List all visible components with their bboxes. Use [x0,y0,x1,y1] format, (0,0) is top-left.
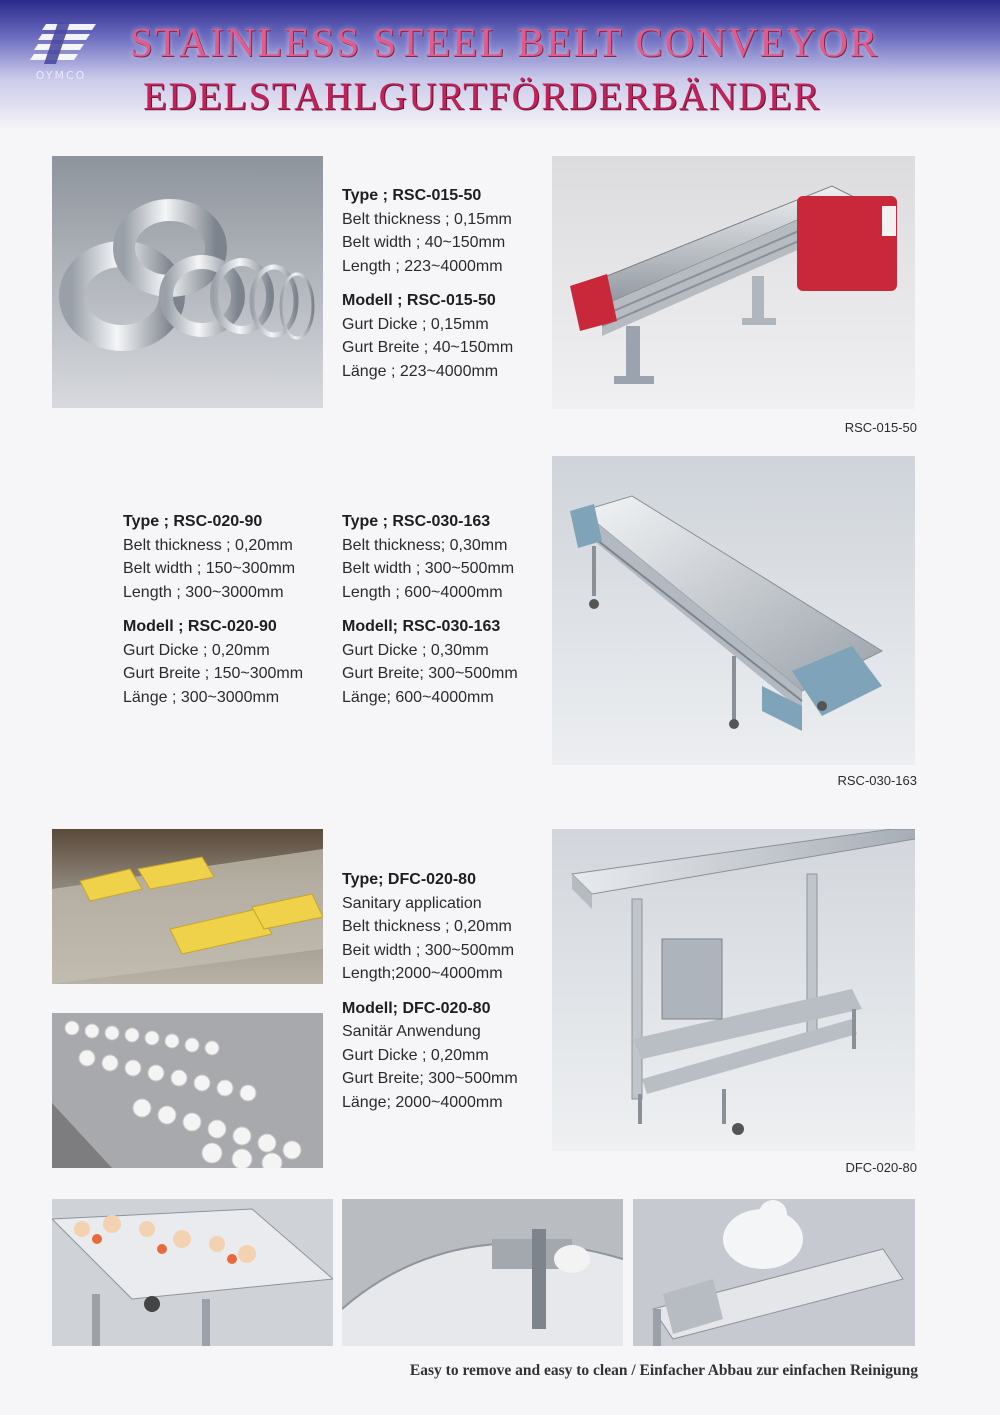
caption-dfc-020-80: DFC-020-80 [845,1160,917,1175]
type-heading: Type; DFC-020-80 [342,871,476,888]
spec-line: Gurt Breite; 300~500mm [342,665,518,682]
logo-text: OYMCO [35,69,87,82]
spec-rsc-020-90 [123,510,333,709]
spec-line: Länge; 600~4000mm [342,688,494,706]
type-heading: Type ; RSC-020-90 [123,513,263,530]
rsc-015-50-photo [552,156,915,409]
spec-line: Belt thickness ; 0,15mm [342,210,512,228]
spec-dfc-020-80 [342,868,547,1114]
cake-conveyor-photo [52,829,323,984]
food-items-conveyor-photo [52,1013,323,1168]
spec-line: Belt thickness ; 0,20mm [123,536,293,554]
spec-line: Length;2000~4000mm [342,965,503,982]
spec-line: Length ; 223~4000mm [342,257,503,275]
spec-line: Belt width ; 40~150mm [342,234,506,251]
spec-line: Länge ; 223~4000mm [342,362,499,380]
spec-line: Belt thickness; 0,30mm [342,536,508,554]
spec-rsc-015-50 [342,184,547,383]
steel-belts-photo [52,156,323,408]
rsc-030-163-photo [552,456,915,765]
spec-line: Länge; 2000~4000mm [342,1093,503,1111]
modell-heading: Modell ; RSC-020-90 [123,618,277,635]
spec-line: Gurt Dicke ; 0,20mm [342,1046,489,1064]
page-title-english: STAINLESS STEEL BELT CONVEYOR [130,19,880,65]
spec-line: Belt thickness ; 0,20mm [342,918,512,935]
spec-line: Belt width ; 150~300mm [123,560,296,577]
spec-line: Gurt Breite ; 40~150mm [342,339,514,356]
footer-caption: Easy to remove and easy to clean / Einfacher Abbau zur einfachen Reinigung [409,1362,918,1379]
spec-line: Gurt Breite ; 150~300mm [123,665,304,682]
spec-line: Gurt Breite; 300~500mm [342,1070,518,1087]
spec-line: Sanitär Anwendung [342,1023,481,1040]
caption-rsc-015-50: RSC-015-50 [844,420,917,435]
cleaning-photo-1 [52,1199,333,1346]
spec-line: Belt width ; 300~500mm [342,560,515,577]
spec-line: Length ; 600~4000mm [342,583,503,601]
type-heading: Type ; RSC-015-50 [342,187,482,204]
spec-line: Length ; 300~3000mm [123,583,284,601]
dfc-020-80-photo [552,829,915,1151]
modell-heading: Modell; RSC-030-163 [342,618,501,635]
cleaning-photo-2 [342,1199,623,1346]
spec-line: Gurt Dicke ; 0,20mm [123,641,270,659]
page-title-german: EDELSTAHLGURTFÖRDERBÄNDER [143,75,821,118]
modell-heading: Modell; DFC-020-80 [342,999,491,1017]
caption-rsc-030-163: RSC-030-163 [837,773,917,788]
spec-rsc-030-163 [342,510,547,709]
spec-line: Beit width ; 300~500mm [342,941,515,959]
modell-heading: Modell ; RSC-015-50 [342,292,496,309]
type-heading: Type ; RSC-030-163 [342,513,491,530]
cleaning-photo-3 [633,1199,915,1346]
spec-line: Gurt Dicke ; 0,30mm [342,641,489,659]
spec-line: Sanitary application [342,894,482,912]
spec-line: Länge ; 300~3000mm [123,688,280,706]
spec-line: Gurt Dicke ; 0,15mm [342,315,489,333]
